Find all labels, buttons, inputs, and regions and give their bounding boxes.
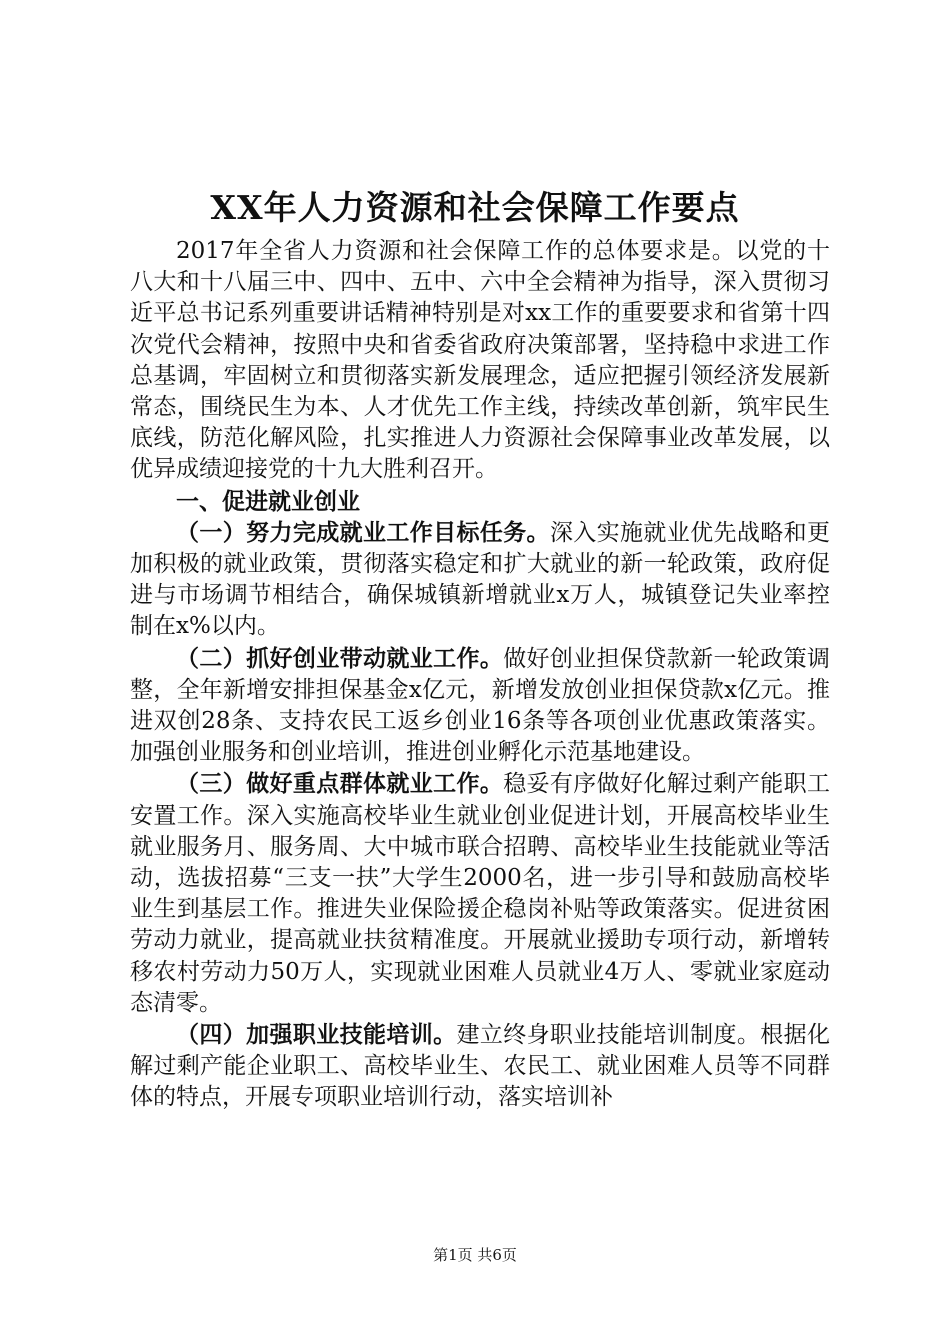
item-lead: （四）加强职业技能培训。 [176,1021,457,1049]
item-text: 深入实施就业优先战略和更加积极的就业政策，贯彻落实稳定和扩大就业的新一轮政策，政府促进与市场调节相结合，确保城镇新增就业x万人，城镇登记失业率控制在x%以内。 [130,519,831,640]
list-item [130,1019,830,1114]
item-lead: （一）努力完成就业工作目标任务。 [176,518,550,546]
document-body [130,236,830,1114]
item-text: 稳妥有序做好化解过剩产能职工安置工作。深入实施高校毕业生就业创业促进计划，开展高校毕业生就业服务月、服务周、大中城市联合招聘、高校毕业生技能就业等活动，选拔招募“三支一扶”大学生2000名，进一步引导和鼓励高校毕业生到基层工作。推进失业保险援企稳岗补贴等政策落实。促进贫困劳动力就业，提高就业扶贫精准度。开展就业援助专项行动，新增转移农村劳动力50万人，实现就业困难人员就业4万人、零就业家庭动态清零。 [130,771,831,1016]
list-item [130,768,830,1019]
document-title: XX年人力资源和社会保障工作要点 [210,188,740,227]
item-lead: （三）做好重点群体就业工作。 [176,770,504,798]
list-item [130,643,830,769]
item-text: 做好创业担保贷款新一轮政策调整，全年新增安排担保基金x亿元，新增发放创业担保贷款x亿元。推进双创28条、支持农民工返乡创业16条等各项创业优惠政策落实。加强创业服务和创业培训，推进创业孵化示范基地建设。 [130,645,831,766]
item-text: 建立终身职业技能培训制度。根据化解过剩产能企业职工、高校毕业生、农民工、就业困难人员等不同群体的特点，开展专项职业培训行动，落实培训补 [130,1022,831,1111]
intro-paragraph: 2017年全省人力资源和社会保障工作的总体要求是。以党的十八大和十八届三中、四中、五中、六中全会精神为指导，深入贯彻习近平总书记系列重要讲话精神特别是对xx工作的重要要求和省第十四次党代会精神，按照中央和省委省政府决策部署，坚持稳中求进工作总基调，牢固树立和贯彻落实新发展理念，适应把握引领经济发展新常态，围绕民生为本、人才优先工作主线，持续改革创新，筑牢民生底线，防范化解风险，扎实推进人力资源社会保障事业改革发展，以优异成绩迎接党的十九大胜利召开。 [130,238,830,483]
section-heading: 一、促进就业创业 [176,487,360,515]
list-item [130,517,830,643]
page-footer: 第1页 共6页 [433,1246,517,1264]
item-lead: （二）抓好创业带动就业工作。 [176,644,504,672]
